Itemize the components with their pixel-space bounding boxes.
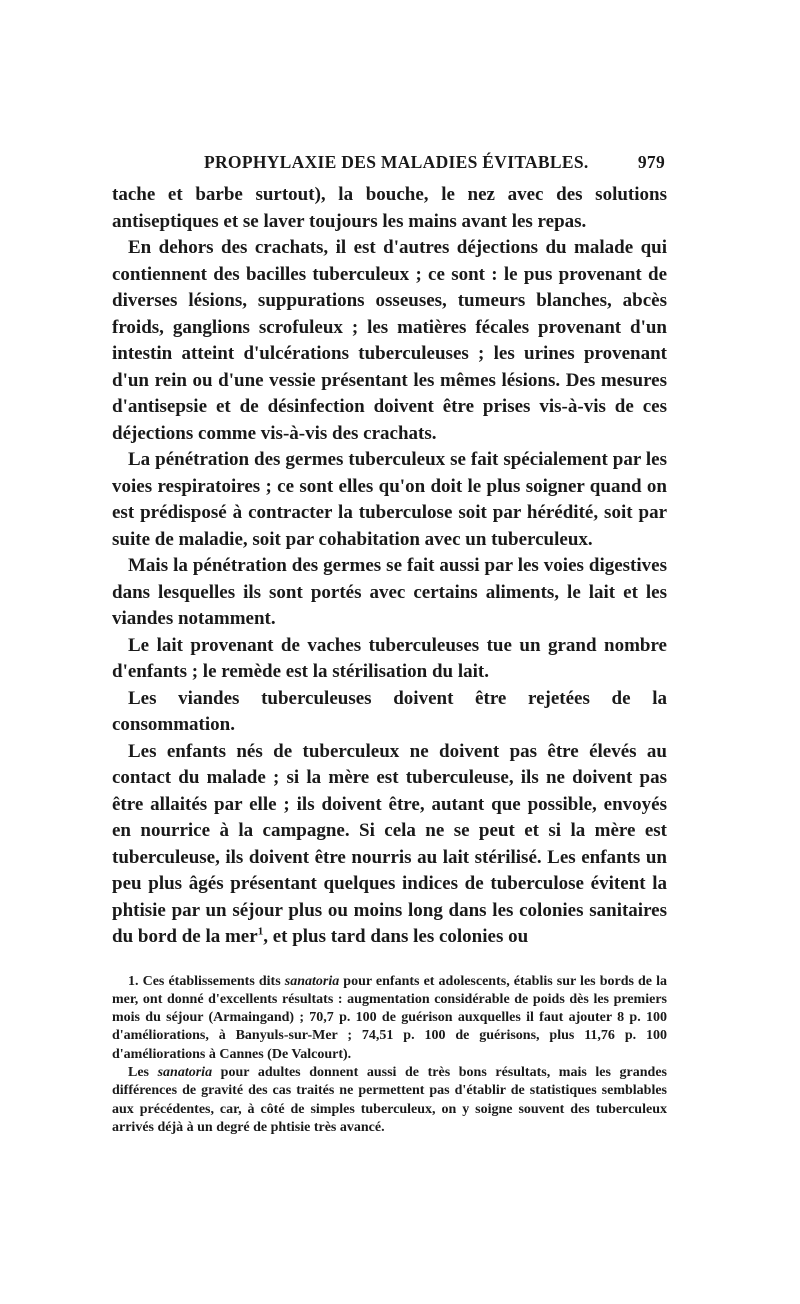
running-title: PROPHYLAXIE DES MALADIES ÉVITABLES. (204, 152, 589, 172)
footnote-2-text-b: pour adultes donnent aussi de très bons résultats, mais les grandes différences de gravité des cas traités ne permettent pas d'établir de statistiques semblables aux précédentes, car, à côté de simples tuberculeux, on y soigne souvent des tuberculeux arrivés déjà à un degré de phtisie très avancé. (112, 1064, 668, 1135)
footnote-number: 1. (128, 973, 139, 989)
footnote-1-text-a: Ces établissements dits (142, 973, 285, 989)
footnote-reference: 1 (257, 925, 264, 938)
paragraph-meat: Les viandes tuberculeuses doivent être rejetées de la consommation. (112, 687, 667, 735)
footnote-1-text-b: pour enfants et adolescents, établis sur les bords de la mer, ont donné d'excellents résultats : augmentation considérable de poids dès les premiers mois du séjour (Armaingand) ; 70,7 p. 100 de guérison auxquelles il faut ajouter 8 p. 100 d'améliorations, à Banyuls-sur-Mer ; 74,51 p. 100 de guérisons, plus 11,76 p. 100 d'améliorations à Cannes (De Valcourt). (112, 973, 668, 1062)
footnote-2-italic: sanatoria (157, 1064, 213, 1080)
paragraph-continued: tache et barbe surtout), la bouche, le nez avec des solutions antiseptiques et se laver toujours les mains avant les repas. (112, 184, 667, 232)
paragraph-children (112, 739, 667, 951)
children-text: Les enfants nés de tuberculeux ne doivent pas être élevés au contact du malade ; si la mère est tuberculeuse, ils ne doivent pas être allaités par elle ; ils doivent être, autant que possible, envoyés en nourrice à la campagne. Si cela ne se peut et si la mère est tuberculeuse, ils doivent être nourris au lait stérilisé. Les enfants un peu plus âgés présentant quelques indices de tuberculose évitent la phtisie par un séjour plus ou moins long dans les colonies sanitaires du bord de la mer (112, 740, 667, 947)
children-text-end: , et plus tard dans les colonies ou (263, 926, 529, 947)
footnote-2-text-a: Les (128, 1064, 158, 1080)
page-number: 979 (637, 152, 665, 172)
footnote-1-continued (112, 1064, 667, 1137)
paragraph-dejections: En dehors des crachats, il est d'autres déjections du malade qui contiennent des bacilles tuberculeux ; ce sont : le pus provenant de diverses lésions, suppurations osseuses, tumeurs blanches, abcès froids, ganglions scrofuleux ; les matières fécales provenant d'un intestin atteint d'ulcérations tuberculeuses ; les urines provenant d'un rein ou d'une vessie présentant les mêmes lésions. Des mesures d'antisepsie et de désinfection doivent être prises vis-à-vis de ces déjections comme vis-à-vis des crachats. (112, 237, 667, 444)
paragraph-respiratory: La pénétration des germes tuberculeux se fait spécialement par les voies respiratoires ; ce sont elles qu'on doit le plus soigner quand on est prédisposé à contracter la tuberculose soit par hérédité, soit par suite de maladie, soit par cohabitation avec un tuberculeux. (112, 449, 667, 550)
main-text (112, 182, 667, 951)
footnotes (112, 973, 667, 1138)
paragraph-digestive: Mais la pénétration des germes se fait aussi par les voies digestives dans lesquelles ils sont portés avec certains aliments, le lait et les viandes notamment. (112, 555, 667, 629)
running-head (112, 150, 667, 180)
paragraph-milk: Le lait provenant de vaches tuberculeuses tue un grand nombre d'enfants ; le remède est la stérilisation du lait. (112, 634, 667, 682)
book-page (112, 150, 667, 1137)
footnote-1-italic: sanatoria (284, 973, 340, 989)
footnote-1 (112, 973, 667, 1064)
